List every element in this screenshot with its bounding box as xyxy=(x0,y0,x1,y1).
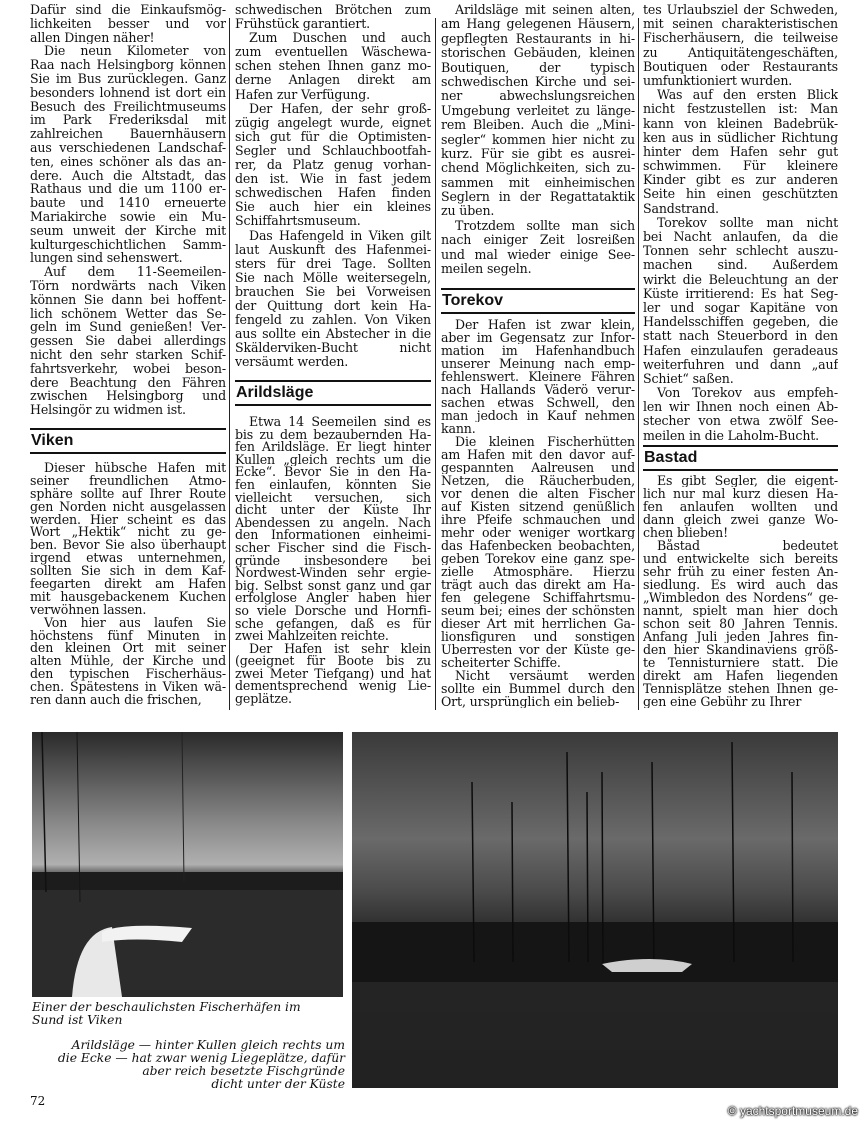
paragraph xyxy=(30,44,226,265)
text-line: zu üben. xyxy=(441,204,495,219)
text-line: und entwickelte sich bereits xyxy=(643,552,838,565)
text-line: te Tennisturniere statt. Die xyxy=(643,656,838,669)
text-line: schon seit 80 Jahren Tennis. xyxy=(643,617,838,630)
paragraph xyxy=(441,219,635,277)
text-section xyxy=(441,3,635,276)
text-line: sehr früh zu einer festen An- xyxy=(643,565,838,578)
text-line: Abendessen zu angeln. Nach xyxy=(235,516,431,530)
text-line: so viele Dorsche und Hornfi- xyxy=(235,604,431,618)
text-line: Anfang Juli jeden Jahres fin- xyxy=(643,630,838,643)
text-line: Törn nordwärts nach Viken xyxy=(30,278,226,293)
text-line: Auf dem 11-Seemeilen- xyxy=(44,265,226,279)
text-line: rer, da Platz genug vorhan- xyxy=(235,158,431,173)
text-line: Etwa 14 Seemeilen sind es xyxy=(249,416,431,429)
text-line: Der Hafen ist sehr klein xyxy=(249,642,431,656)
photo-viken-harbour xyxy=(32,732,343,997)
text-line: dann gleich zwei ganze Wo- xyxy=(643,513,838,526)
text-line: feegarten direkt am Hafen xyxy=(30,578,226,591)
text-line: meilen in die Laholm-Bucht. xyxy=(643,428,820,443)
text-line: dicht unter der Küste Ihr xyxy=(235,504,431,517)
text-line: zügig angelegt wurde, eignet xyxy=(235,115,431,130)
text-line: gessen Sie dabei allerdings xyxy=(30,334,226,348)
text-section xyxy=(30,3,226,417)
text-line: Von hier aus laufen Sie xyxy=(44,616,226,630)
text-line: fen einlaufen, könnten Sie xyxy=(235,478,431,492)
paragraph xyxy=(235,102,431,229)
text-line: stecher von etwa zwölf See- xyxy=(643,414,838,429)
text-line: Segler und Schlauchbootfah- xyxy=(235,143,431,158)
paragraph xyxy=(643,539,838,708)
text-line: Båstad bedeutet xyxy=(657,539,838,552)
text-line: mit hausgebackenem Kuchen xyxy=(30,590,226,604)
text-line: fahrtsverkehr, wobei beson- xyxy=(30,361,226,376)
text-line: chen blieben! xyxy=(643,526,729,539)
text-line: aus sollte ein Abstecher in die xyxy=(235,327,431,342)
text-line: dere. Auch die Altstadt, das xyxy=(30,168,226,183)
text-line: mehr oder weniger wortkarg xyxy=(441,526,635,539)
paragraph xyxy=(235,229,431,370)
text-line: nach Hallands Väderö verur- xyxy=(441,383,635,396)
column-rule xyxy=(435,18,436,710)
text-line: dieser Art mit herrlichen Ga- xyxy=(441,617,635,630)
text-line: Sie auch hier ein kleines xyxy=(235,200,431,215)
text-line: Der Hafen, der sehr groß- xyxy=(249,101,431,116)
caption-viken xyxy=(32,1001,301,1027)
text-line: Trotzdem sollte man sich xyxy=(455,218,635,233)
text-line: Was auf den ersten Blick xyxy=(657,88,838,103)
text-line: statt nach Steuerbord in den xyxy=(643,329,838,344)
paragraph xyxy=(235,3,431,31)
text-line: Schiffahrtsmuseum. xyxy=(235,214,361,229)
paragraph xyxy=(235,643,431,706)
text-line: storischen Gebäuden, kleinen xyxy=(441,46,635,61)
text-line: brauchen Sie bei Vorweisen xyxy=(235,284,431,299)
text-line: vielleicht versuchen, sich xyxy=(235,491,431,505)
text-line: gen Norden nicht ausgelassen xyxy=(30,500,226,514)
text-line: kurz. Für sie gibt es ausrei- xyxy=(441,146,635,161)
text-line: Sie nach Mölle weitersegeln, xyxy=(235,270,431,285)
text-line: ben. Bevor Sie also überhaupt xyxy=(30,539,226,553)
text-line: sammen mit einheimischen xyxy=(441,175,635,190)
text-line: gepflegten Restaurants in hi- xyxy=(441,31,635,46)
photo-arildslaege-harbour xyxy=(352,732,838,1088)
text-line: segler“ kommen hier nicht zu xyxy=(441,132,635,147)
text-line: können Sie dann bei hoffent- xyxy=(30,292,226,307)
text-line: weiterfuhren und dann „auf xyxy=(643,357,838,372)
text-line: sters für drei Tage. Sollten xyxy=(235,256,431,271)
text-line: schwedischen Brötchen zum xyxy=(235,3,431,17)
paragraph xyxy=(30,265,226,417)
text-line: zahlreichen Bauernhäusern xyxy=(30,127,226,141)
text-line: alten Mühle, der Kirche und xyxy=(30,655,226,669)
text-line: Torekov sollte man nicht xyxy=(657,215,838,230)
text-line: Boutiquen oder Restaurants xyxy=(643,59,838,74)
text-line: auf Kisten sitzend genüßlich xyxy=(441,500,635,513)
text-section xyxy=(643,474,838,708)
text-line: Hafen zur Verfügung. xyxy=(235,87,371,102)
text-line: lich nur mal kurz diesen Ha- xyxy=(643,487,838,500)
text-line: Es gibt Segler, die eigent- xyxy=(657,474,838,487)
text-line: Besuch des Freilichtmuseums xyxy=(30,99,226,114)
paragraph xyxy=(30,617,226,707)
text-line: Helsingör zu widmen ist. xyxy=(30,403,186,417)
text-line: geplätze. xyxy=(235,693,292,706)
section-heading: Arildsläge xyxy=(235,380,431,406)
text-line: scher Fischer sind die Fisch- xyxy=(235,541,431,555)
text-line: am Hafen mit den davor auf- xyxy=(441,448,635,461)
column-rule xyxy=(229,18,230,710)
text-line: Die kleinen Fischerhütten xyxy=(455,435,635,448)
text-line: zwei Mahlzeiten reichte. xyxy=(235,630,389,643)
text-line: höchstens fünf Minuten in xyxy=(30,629,226,643)
text-line: Seglern in der Regattataktik xyxy=(441,190,635,205)
text-line: schwedischen Kirche und sei- xyxy=(441,74,635,89)
text-line: mit seinen charakteristischen xyxy=(643,17,838,32)
text-line: direkt am Hafen liegenden xyxy=(643,669,838,682)
text-line: wirkt die Beleuchtung an der xyxy=(643,272,838,287)
text-line: sche gefangen, daß es für xyxy=(235,617,431,631)
section-heading: Viken xyxy=(30,428,226,454)
text-line: lionsfiguren und sonstigen xyxy=(441,630,635,643)
text-line: Netzen, die Räucherbuden, xyxy=(441,474,635,487)
text-line: „Wimbledon des Nordens“ ge- xyxy=(643,591,838,604)
text-line: Das Hafengeld in Viken gilt xyxy=(249,228,431,243)
text-line: bei Nacht anlaufen, da die xyxy=(643,230,838,244)
text-line: Wort „Hektik“ nicht zu ge- xyxy=(30,526,226,540)
text-line: den kleinen Ort mit seiner xyxy=(30,642,226,656)
text-line: zwischen Helsingborg und xyxy=(30,389,226,404)
text-line: machen sind. Außerdem xyxy=(643,258,838,273)
caption-line: die Ecke — hat zwar wenig Liegeplätze, dafür xyxy=(57,1051,345,1065)
text-line: sphäre sollte auf Ihrer Route xyxy=(30,487,226,501)
text-line: fen Arildsläge. Er liegt hinter xyxy=(235,441,431,454)
text-line: zwei Meter Tiefgang) und hat xyxy=(235,667,431,681)
text-line: irgend etwas unternehmen, xyxy=(30,552,226,566)
text-line: ren dann auch die frischen, xyxy=(30,694,202,707)
text-line: ihre Pfeife schmauchen und xyxy=(441,513,635,526)
paragraph xyxy=(643,3,838,88)
text-line: ler und sogar Kapitäne von xyxy=(643,300,838,315)
section-heading: Torekov xyxy=(441,288,635,314)
text-line: allen Dingen näher! xyxy=(30,30,155,45)
text-line: sollten Sie sich in dem Kaf- xyxy=(30,565,226,579)
text-line: fen gelegene Schiffahrtsmu- xyxy=(441,591,635,604)
paragraph xyxy=(441,435,635,669)
text-line: schwedischen Hafen finden xyxy=(235,186,431,201)
text-line: Der Hafen ist zwar klein, xyxy=(455,318,635,331)
text-line: nicht festzustellen ist: Man xyxy=(643,102,838,117)
text-line: fengeld zu zahlen. Von Viken xyxy=(235,313,431,328)
text-line: werden. Hier scheint es das xyxy=(30,513,226,527)
caption-line: Arildsläge — hinter Kullen gleich rechts um xyxy=(71,1038,345,1052)
text-line: ken aus in südlicher Richtung xyxy=(643,130,838,145)
text-line: derne Anlagen direkt am xyxy=(235,73,431,88)
text-line: unserer Meinung nach emp- xyxy=(441,357,635,370)
text-line: Überresten vor der Küste ge- xyxy=(441,643,635,656)
text-line: Seite hin einen geschützten xyxy=(643,187,838,202)
text-line: im Park Frederiksdal mit xyxy=(30,113,226,128)
text-line: chend Möglichkeiten, sich zu- xyxy=(441,161,635,176)
text-line: Kinder gibt es zur anderen xyxy=(643,173,838,188)
paragraph xyxy=(441,3,635,219)
text-line: schwimmen. Für kleinere xyxy=(643,159,838,174)
text-line: Tonnen sehr schlecht auszu- xyxy=(643,244,838,259)
text-line: bis zu dem bezaubernden Ha- xyxy=(235,428,431,442)
text-line: seum bei; eines der schönsten xyxy=(441,604,635,617)
text-line: das Hafenbecken beobachten, xyxy=(441,539,635,552)
text-line: vor denen die alten Fischer xyxy=(441,487,635,500)
text-line: fehlenswert. Kleinere Fähren xyxy=(441,370,635,383)
paragraph xyxy=(441,318,635,435)
text-line: nicht den sehr starken Schif- xyxy=(30,347,226,362)
text-line: zum eventuellen Wäschewa- xyxy=(235,45,431,60)
text-line: sich gut für die Optimisten- xyxy=(235,129,431,144)
text-line: chen. Spätestens in Viken wä- xyxy=(30,681,226,695)
caption-line: dicht unter der Küste xyxy=(211,1077,345,1091)
text-line: Die neun Kilometer von xyxy=(44,44,226,59)
paragraph xyxy=(235,416,431,643)
caption-line: Einer der beschaulichsten Fischerhäfen im xyxy=(32,1000,301,1014)
text-line: Arildsläge mit seinen alten, xyxy=(455,3,635,17)
text-line: ten, eines schöner als das an- xyxy=(30,154,226,169)
text-line: scheiterter Schiffe. xyxy=(441,656,561,669)
text-section xyxy=(643,3,838,443)
text-line: seum unweit der Kirche mit xyxy=(30,223,226,238)
text-line: erfolglose Angler haben hier xyxy=(235,592,431,605)
text-line: ner abwechslungsreichen xyxy=(441,89,635,104)
text-line: fen anlaufen wollten und xyxy=(643,500,838,513)
text-line: den Informationen einheimi- xyxy=(235,529,431,542)
text-line: Küste irritierend: Es hat Seg- xyxy=(643,286,838,301)
text-section xyxy=(30,462,226,707)
text-line: verwöhnen lassen. xyxy=(30,603,147,617)
text-line: Dafür sind die Einkaufsmög- xyxy=(30,3,226,17)
text-line: Zum Duschen und auch xyxy=(249,31,431,46)
text-line: geln im Sund genießen! Ver- xyxy=(30,320,226,335)
text-line: besonders lohnend ist dort ein xyxy=(30,85,226,100)
text-line: Sie im Bus zurücklegen. Ganz xyxy=(30,71,226,86)
text-line: man jedoch in Kauf nehmen xyxy=(441,409,635,422)
text-line: len wir Ihnen noch einen Ab- xyxy=(643,400,838,415)
paragraph xyxy=(30,3,226,44)
text-line: kann von kleinen Badebrük- xyxy=(643,116,838,131)
text-line: Von Torekov aus empfeh- xyxy=(657,386,838,401)
caption-line: Sund ist Viken xyxy=(32,1013,123,1027)
text-line: dere Beachtung den Fähren xyxy=(30,375,226,390)
text-line: Sandstrand. xyxy=(643,201,719,216)
text-line: sollte ein Bummel durch den xyxy=(441,682,635,695)
text-line: Nordwest-Winden sehr ergie- xyxy=(235,567,431,580)
text-line: lichkeiten besser und vor xyxy=(30,16,226,31)
text-section xyxy=(441,318,635,708)
text-line: den hier Skandinaviens größ- xyxy=(643,643,838,656)
text-section xyxy=(235,416,431,706)
text-section xyxy=(235,3,431,369)
caption-arildslaege xyxy=(30,1039,345,1091)
text-line: den typischen Fischerhäus- xyxy=(30,668,226,682)
text-line: Kullen „gleich rechts um die xyxy=(235,453,431,467)
text-line: hinter dem Hafen sehr gut xyxy=(643,144,838,159)
text-line: baute und 1410 erneuerte xyxy=(30,196,226,210)
text-line: Umgebung verleitet zu länge- xyxy=(441,103,635,118)
watermark: © yachtsportmuseum.de xyxy=(727,1104,858,1118)
column-rule xyxy=(638,18,639,710)
text-line: (geeignet für Boote bis zu xyxy=(235,655,431,668)
text-line: den ist. Wie in fast jedem xyxy=(235,172,431,187)
text-line: aber im Gegensatz zur Infor- xyxy=(441,331,635,344)
text-line: Nicht versäumt werden xyxy=(455,669,635,682)
page-number: 72 xyxy=(30,1094,46,1108)
text-line: und mal wieder einige See- xyxy=(441,247,635,262)
text-line: kann. xyxy=(441,422,476,435)
paragraph xyxy=(643,474,838,539)
text-line: Ecke“. Bevor Sie in den Ha- xyxy=(235,466,431,479)
section-heading: Bastad xyxy=(643,445,838,471)
text-line: tes Urlaubsziel der Schweden, xyxy=(643,3,838,17)
text-line: schen stehen Ihnen ganz mo- xyxy=(235,59,431,74)
text-line: Hafen einzulaufen geradeaus xyxy=(643,343,838,358)
text-line: zielle Atmosphäre. Hierzu xyxy=(441,565,635,578)
text-line: gespannten Aalreusen und xyxy=(441,461,635,474)
caption-line: aber reich besetzte Fischgründe xyxy=(142,1064,345,1078)
text-line: Schiet“ saßen. xyxy=(643,371,734,386)
text-line: big. Selbst sonst ganz und gar xyxy=(235,579,431,593)
text-line: Frühstück garantiert. xyxy=(235,17,370,32)
text-line: trägt auch das direkt am Ha- xyxy=(441,578,635,591)
text-line: nach einiger Zeit losreißen xyxy=(441,233,635,248)
text-line: gen eine Gebühr zu Ihrer xyxy=(643,695,802,708)
text-line: aus verschiedenen Landschaf- xyxy=(30,140,226,155)
paragraph xyxy=(643,216,838,386)
text-line: am Hang gelegenen Häusern, xyxy=(441,17,635,32)
text-line: Rathaus und die um 1100 er- xyxy=(30,182,226,197)
text-line: rem Bleiben. Auch die „Mini- xyxy=(441,118,635,133)
paragraph xyxy=(643,386,838,443)
text-line: siedlung. Es wird auch das xyxy=(643,578,838,591)
text-line: umfunktioniert wurden. xyxy=(643,73,793,88)
text-line: Raa nach Helsingborg können xyxy=(30,58,226,72)
text-line: gründe insbesondere bei xyxy=(235,554,431,568)
text-line: Handelsschiffen gegeben, die xyxy=(643,315,838,330)
text-line: der Quittung dort kein Ha- xyxy=(235,298,431,313)
text-line: nannt, spielt man hier doch xyxy=(643,604,838,617)
text-line: geben Torekov eine ganz spe- xyxy=(441,552,635,565)
text-line: Skälderviken-Bucht nicht xyxy=(235,341,431,356)
paragraph xyxy=(643,88,838,216)
text-line: versäumt werden. xyxy=(235,355,349,370)
text-line: meilen segeln. xyxy=(441,262,532,277)
text-line: lich schönem Wetter das Se- xyxy=(30,306,226,321)
paragraph xyxy=(441,669,635,708)
text-line: mation im Hafenhandbuch xyxy=(441,344,635,357)
text-line: Dieser hübsche Hafen mit xyxy=(44,462,226,475)
text-line: Mariakirche sowie ein Mu- xyxy=(30,209,226,224)
text-line: Boutiquen, der typisch xyxy=(441,60,635,75)
text-line: Fischerhäusern, die teilweise xyxy=(643,31,838,46)
paragraph xyxy=(235,31,431,101)
text-line: kulturgeschichtlichen Samm- xyxy=(30,237,226,252)
text-line: Tennisplätze stehen Ihnen ge- xyxy=(643,682,838,695)
text-line: laut Auskunft des Hafenmei- xyxy=(235,242,431,257)
paragraph xyxy=(30,462,226,617)
text-line: Ort, ursprünglich ein belieb- xyxy=(441,695,620,708)
text-line: dementsprechend wenig Lie- xyxy=(235,680,431,694)
text-line: lungen sind sehenswert. xyxy=(30,251,183,266)
text-line: sachen etwas Schwell, den xyxy=(441,396,635,409)
text-line: zu Antiquitätengeschäften, xyxy=(643,45,838,60)
text-line: seiner freundlichen Atmo- xyxy=(30,474,226,488)
